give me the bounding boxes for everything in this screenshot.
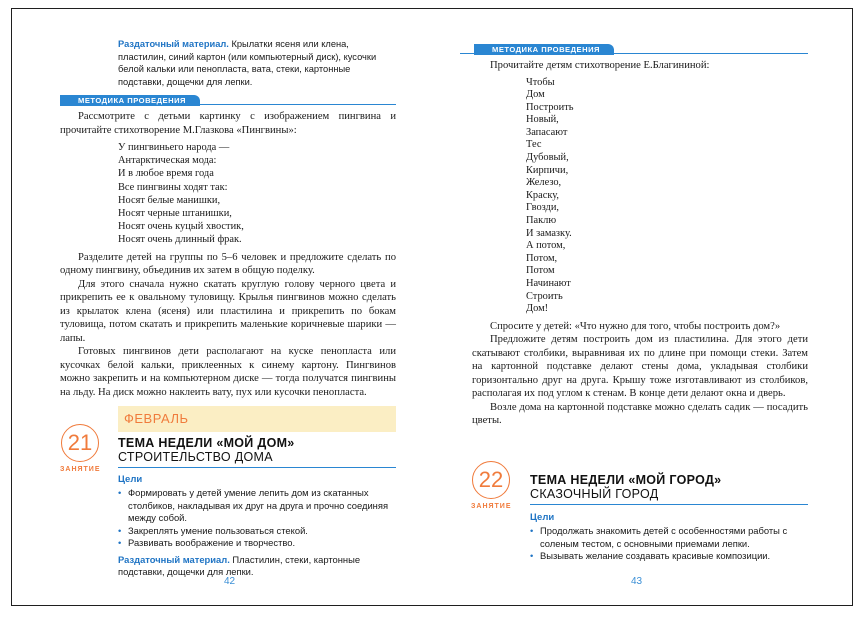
poem-line: Гвозди,: [526, 202, 560, 214]
goals-heading-right: Цели: [530, 512, 555, 523]
poem-line: Потом,: [526, 252, 558, 264]
house-poem: [526, 77, 808, 316]
poem-line: Краску,: [526, 189, 560, 201]
theme-title: ТЕМА НЕДЕЛИ «МОЙ ДОМ»: [118, 436, 295, 450]
month-banner: ФЕВРАЛЬ: [118, 406, 396, 432]
paragraph-1: Разделите детей на группы по 5–6 человек и предложите сделать по одному пингвину, объединив их затем в общую поделку.: [60, 251, 396, 277]
goal-item: • Закреплять умение пользоваться стекой.: [118, 524, 308, 536]
page-number-left: 42: [224, 576, 236, 587]
goal-item: • Вызывать желание создавать красивые композиции.: [530, 550, 771, 561]
theme-title-right: ТЕМА НЕДЕЛИ «МОЙ ГОРОД»: [530, 473, 722, 487]
lesson-label-right: ЗАНЯТИЕ: [471, 503, 512, 510]
poem-line: Дубовый,: [526, 152, 569, 164]
poem-line: Носят белые манишки,: [118, 194, 221, 206]
material-label: Раздаточный материал.: [118, 39, 229, 49]
poem-line: Дом: [526, 89, 545, 101]
poem-line: Железо,: [526, 177, 562, 189]
method-heading-bar: [60, 95, 396, 106]
lesson-number-21: 21: [61, 424, 99, 462]
poem-line: Носят очень куцый хвостик,: [118, 221, 244, 233]
poem-line: Начинают: [526, 278, 571, 289]
material-block: [52, 38, 396, 88]
left-page: [52, 30, 396, 399]
theme-subtitle: СТРОИТЕЛЬСТВО ДОМА: [118, 450, 273, 464]
poem-line: И замазку.: [526, 227, 572, 239]
paragraph-3: Готовых пингвинов дети располагают на куске пенопласта или кусочках белой кальки, приклеенных к синему картону. Пингвинов можно закрепить и на компьютерном диске — тогда получатся пингвины на льду. На диск можно наклеить вату, пух или кусочки пенопласта.: [60, 346, 396, 398]
goals-heading: Цели: [118, 474, 143, 485]
theme-subtitle-right: СКАЗОЧНЫЙ ГОРОД: [530, 487, 659, 501]
poem-line: Построить: [526, 101, 574, 113]
goals-block-right: [530, 512, 810, 563]
question-text: Спросите у детей: «Что нужно для того, чтобы построить дом?»: [490, 320, 781, 332]
divider-right: [530, 504, 808, 505]
lesson-label: ЗАНЯТИЕ: [60, 466, 101, 473]
material-text-2: Пластилин, стеки, картонные подставки, дощечки для лепки.: [118, 553, 361, 577]
method-heading-right: МЕТОДИКА ПРОВЕДЕНИЯ: [474, 44, 614, 55]
theme-block-left: [118, 436, 396, 464]
poem-line: Носят очень длинный фрак.: [118, 234, 242, 246]
penguin-poem: [118, 141, 396, 247]
poem-line: Тес: [526, 139, 542, 151]
paragraph-right-2: Возле дома на картонной подставке можно сделать садик — посадить цветы.: [472, 401, 808, 427]
poem-line: Запасают: [526, 126, 568, 138]
material-text: Крылатки ясеня или клена, пластилин, синий картон (или компьютерный диск), кусочки белой кальки или пенопласта, вата, стеки, картонные подставки, дощечки для лепки.: [118, 39, 377, 87]
poem-line: Строить: [526, 290, 563, 302]
lesson-number-22: 22: [472, 461, 510, 499]
poem-line: Дом!: [526, 303, 549, 315]
paragraph-2: Для этого сначала нужно скатать круглую голову черного цвета и прикрепить ее к овальному туловищу. Крылья пингвинов можно сделать из крылаток клена (ясеня) или пластилина и прикрепить по бокам туловища, потом скатать и прикрепить маленькие коричневые шарики — лапы.: [60, 278, 396, 344]
theme-block-right: [530, 473, 808, 501]
method-heading-bar-right: [460, 44, 808, 55]
poem-line: Носят черные штанишки,: [118, 208, 232, 220]
goals-block-left: [118, 474, 398, 579]
poem-line: Кирпичи,: [526, 164, 569, 176]
right-page: [460, 30, 808, 428]
divider: [118, 467, 396, 468]
intro-text-right: Прочитайте детям стихотворение Е.Благининой:: [490, 60, 710, 71]
goal-item: • Продолжать знакомить детей с особенностями работы с соленым тестом, с основными приемами лепки.: [530, 525, 788, 549]
goal-item: • Развивать воображение и творчество.: [118, 537, 296, 548]
poem-line: У пингвиньего народа —: [118, 142, 230, 153]
poem-line: Новый,: [526, 114, 559, 126]
poem-line: А потом,: [526, 240, 566, 252]
poem-line: Паклю: [526, 215, 557, 227]
goal-item: • Формировать у детей умение лепить дом из скатанных столбиков, накладывая их друг на друга и прочно соединяя между собой.: [118, 487, 389, 523]
paragraph-right-1: Предложите детям построить дом из пластилина. Для этого дети скатывают столбики, выравнивая их по длине при помощи стеки. Затем на картонной подставке делают стены дома, укладывая столбики горизонтально друг на друга. Крышу тоже изготавливают из столбиков, располагая их под углом к стенам. В конце дети делают окна и дверь.: [472, 334, 808, 400]
intro-text: Рассмотрите с детьми картинку с изображением пингвина и прочитайте стихотворение М.Глазкова «Пингвины»:: [60, 111, 396, 136]
page-number-right: 43: [631, 576, 643, 587]
poem-line: Антарктическая мода:: [118, 155, 217, 167]
method-heading: МЕТОДИКА ПРОВЕДЕНИЯ: [60, 95, 200, 106]
poem-line: Все пингвины ходят так:: [118, 181, 228, 193]
poem-line: Чтобы: [526, 76, 555, 88]
poem-line: И в любое время года: [118, 168, 214, 180]
poem-line: Потом: [526, 265, 555, 277]
material-label-2: Раздаточный материал.: [118, 553, 230, 565]
